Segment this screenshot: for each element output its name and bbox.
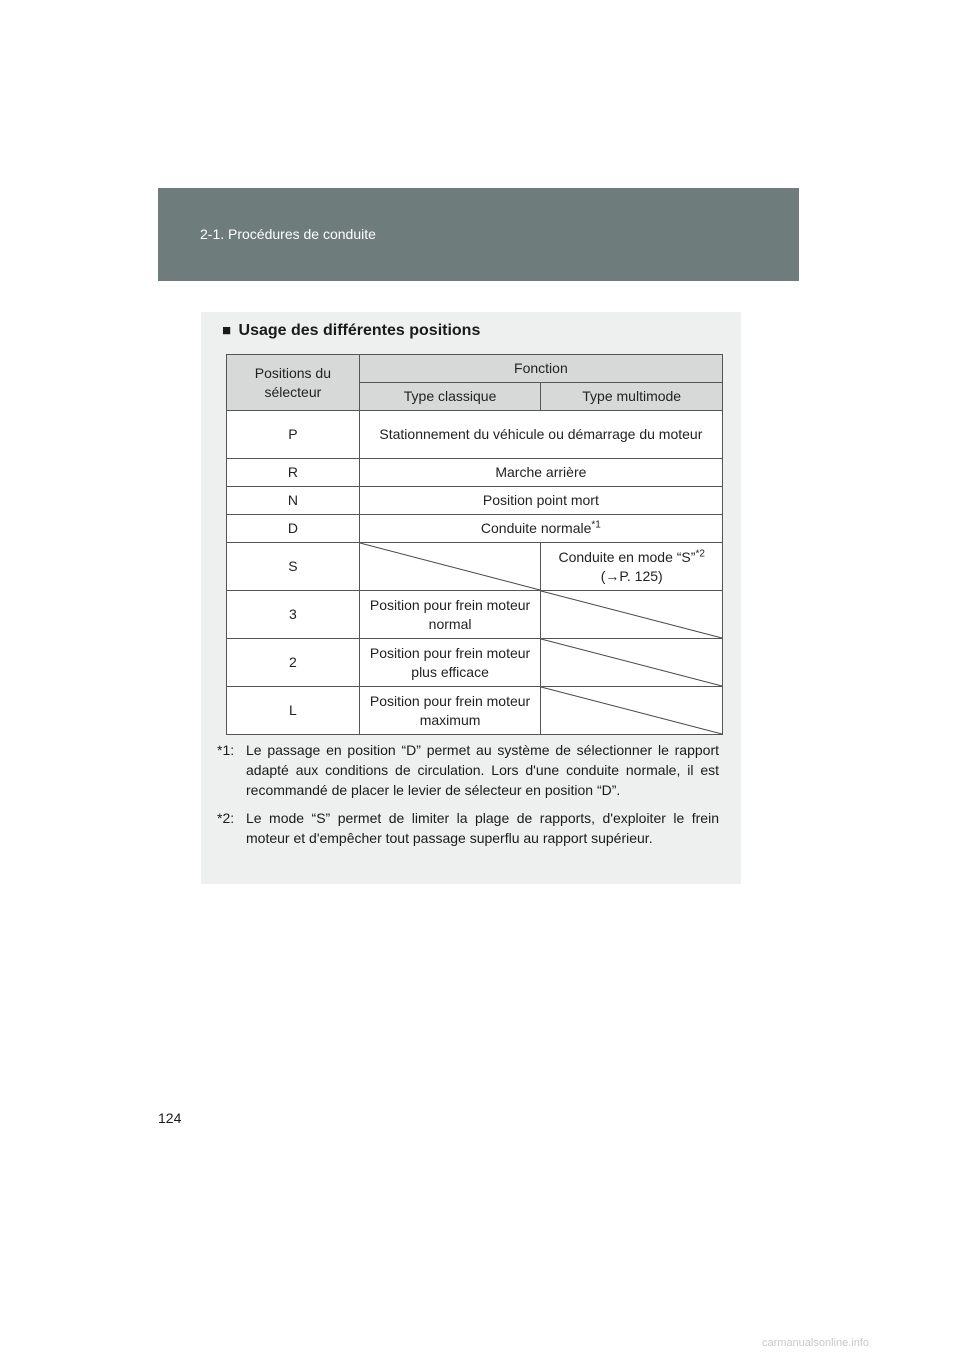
footnote-mark: *2: [695, 547, 705, 559]
function-cell: Position pour frein moteur maximum: [359, 687, 541, 735]
footnote-text: Le passage en position “D” permet au système de sélectionner le rapport adapté aux conditions de circulation. Lors d'une conduite normale, il est recommandé de placer le levier de sélecteur en position “D”.: [246, 742, 719, 798]
position-cell: R: [227, 459, 360, 487]
footnotes: [217, 740, 719, 856]
function-text: Conduite en mode “S”: [558, 548, 696, 565]
position-cell: P: [227, 411, 360, 459]
footnote-mark: *1: [591, 519, 601, 531]
table-row: [227, 515, 723, 543]
function-cell: Position pour frein moteur plus efficace: [359, 639, 541, 687]
not-applicable-cell: [541, 687, 723, 735]
position-cell: 2: [227, 639, 360, 687]
footnote-2: [217, 808, 719, 848]
positions-table: [226, 354, 723, 735]
position-cell: 3: [227, 591, 360, 639]
function-cell: Stationnement du véhicule ou démarrage du moteur: [359, 411, 722, 459]
square-bullet-icon: ■: [222, 322, 232, 339]
section-title: 2-1. Procédures de conduite: [200, 226, 376, 242]
table-row: [227, 459, 723, 487]
table-row: [227, 687, 723, 735]
box-title-text: Usage des différentes positions: [238, 322, 481, 339]
function-text: Conduite normale: [480, 520, 592, 536]
footnote-marker: *2:: [217, 810, 235, 826]
table-row: [227, 411, 723, 459]
not-applicable-cell: [541, 591, 723, 639]
function-cell: Position pour frein moteur normal: [359, 591, 541, 639]
chapter-header: [158, 188, 799, 281]
table-row: [227, 487, 723, 515]
function-cell: Position point mort: [359, 487, 722, 515]
watermark: carmanualsonline.info: [762, 1337, 870, 1349]
page-number: 124: [158, 1110, 182, 1126]
footnote-text: Le mode “S” permet de limiter la plage de rapports, d'exploiter le frein moteur et d'empêcher tout passage superflu au rapport supérieur.: [246, 810, 719, 846]
footnote-marker: *1:: [217, 742, 235, 758]
table-row: [227, 543, 723, 591]
footnote-1: [217, 740, 719, 800]
function-cell: Marche arrière: [359, 459, 722, 487]
position-cell: N: [227, 487, 360, 515]
position-cell: L: [227, 687, 360, 735]
not-applicable-cell: [541, 639, 723, 687]
info-box: [201, 312, 741, 884]
header-positions: Positions du sélecteur: [227, 355, 360, 411]
table-row: [227, 591, 723, 639]
position-cell: D: [227, 515, 360, 543]
header-classic: Type classique: [359, 383, 541, 411]
box-title: [222, 322, 480, 340]
function-cell: [359, 515, 722, 543]
header-multimode: Type multimode: [541, 383, 723, 411]
not-applicable-cell: [359, 543, 541, 591]
page-reference: (→P. 125): [600, 567, 663, 584]
function-cell: [541, 543, 723, 591]
table-row: [227, 639, 723, 687]
header-function: Fonction: [359, 355, 722, 383]
position-cell: S: [227, 543, 360, 591]
